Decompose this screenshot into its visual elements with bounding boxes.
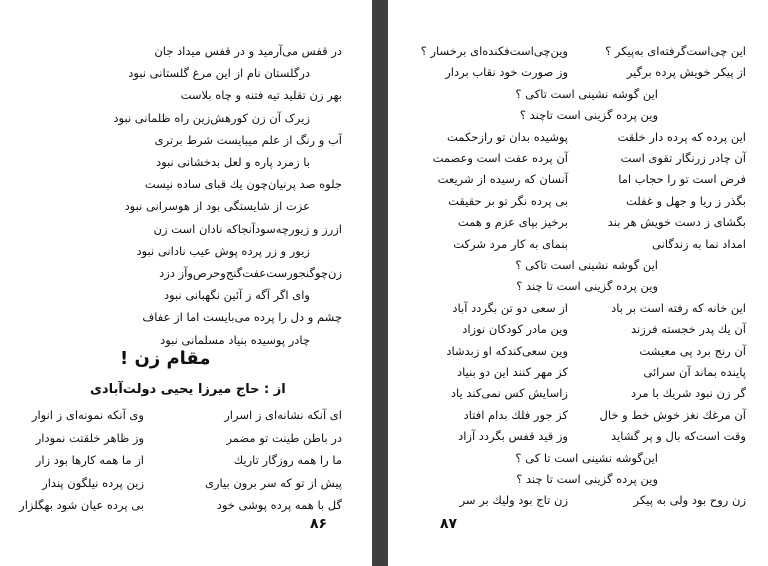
poem-line: زن‌چوگنجورست‌عفت‌گنج‌وحرص‌وآز دزد (159, 266, 342, 280)
poem-author: از : حاج میرزا یحیی دولت‌آبادی (90, 382, 286, 397)
couplet-second-hemistich: زین پرده نیلگون پندار (42, 475, 144, 490)
couplet-second-hemistich: بنمای به کار مرد شرکت (453, 236, 568, 251)
couplet-second-hemistich: آن پرده عفت است وعصمت (432, 151, 568, 165)
couplet-second-hemistich: وین مادر کودکان نوزاد (462, 322, 568, 337)
couplet-first-hemistich: بگذر ز ریا و جهل و غفلت (625, 193, 746, 208)
couplet-first-hemistich: گل با همه پرده پوشی خود (216, 498, 342, 512)
couplet-first-hemistich: آن رنج برد پی معیشت (639, 343, 746, 358)
couplet-first-hemistich: ما را همه روزگار تاریك (233, 453, 342, 467)
poem-line: عزت از شایستگی بود از هوسرانی نبود (124, 199, 310, 214)
couplet-second-hemistich: وین‌چی‌است‌فکنده‌ای برخسار ؟ (420, 44, 568, 58)
book-gutter (372, 0, 388, 566)
couplet-second-hemistich: زن تاج بود ولیك بر سر (459, 493, 568, 508)
couplet-first-hemistich: گر زن نبود شریك با مرد (630, 386, 746, 401)
couplet-first-hemistich: پیش از تو که سر برون بیاری (204, 475, 342, 490)
couplet-second-hemistich: کز مهر کنند این دو بنیاد (457, 365, 568, 379)
couplet-second-hemistich: بی پرده نگر تو بر حقیقت (448, 193, 568, 208)
couplet-first-hemistich: بگشای ز دست خویش هر بند (607, 215, 746, 230)
couplet-first-hemistich: فرض است تو را حجاب اما (618, 172, 746, 187)
left-page (0, 0, 372, 566)
couplet-second-hemistich: از ما همه کارها بود زار (35, 453, 144, 467)
couplet-first-hemistich: آن چادر زرنگار تقوی است (620, 151, 746, 165)
couplet-first-hemistich: این خانه که رفته است بر باد (611, 300, 746, 315)
couplet-first-hemistich: در باطن طینت تو مضمر (226, 430, 342, 445)
poem-line: چشم و دل را پرده می‌بایست اما از عفاف (142, 310, 342, 325)
couplet-first-hemistich: این چی‌است‌گرفته‌ای به‌پیکر ؟ (605, 44, 746, 58)
couplet-first-hemistich: آن یك پدر خجسته فرزند (630, 322, 746, 337)
refrain-line: وین پرده گزینی است تاچند ؟ (519, 108, 658, 123)
page-number-left: ۸۶ (310, 516, 328, 532)
refrain-line: این گوشه نشینی است تاکی ؟ (515, 86, 658, 101)
poem-line: با زمرد پاره و لعل بدخشانی نبود (155, 155, 310, 169)
refrain-line: این گوشه نشینی است تاکی ؟ (515, 258, 658, 272)
couplet-second-hemistich: از سعی دو تن بگردد آباد (452, 300, 568, 315)
couplet-second-hemistich: وز ظاهر خلقتت نمودار (35, 430, 144, 445)
couplet-first-hemistich: امداد نما به زندگانی (652, 236, 746, 251)
right-page (388, 0, 768, 566)
couplet-second-hemistich: وین سعی‌کندکه او زبدشاد (446, 343, 568, 358)
poem-line: چادر پوسیده بنیاد مسلمانی نبود (160, 332, 310, 347)
couplet-second-hemistich: زاسایش کس نمی‌کند یاد (450, 386, 568, 401)
couplet-second-hemistich: برخیز بپای عزم و همت (457, 215, 568, 230)
couplet-first-hemistich: پاینده بماند آن سرائی (643, 365, 746, 379)
refrain-line: وین پرده گزینی است تا چند ؟ (516, 279, 658, 294)
page-number-right: ۸۷ (440, 516, 458, 532)
couplet-first-hemistich: زن روح بود ولی به پیکر (633, 493, 746, 508)
couplet-first-hemistich: این پرده که پرده دار خلقت (617, 129, 746, 144)
poem-line: زیرک آن زن کورهش‌زین راه ظلمانی نبود (113, 110, 310, 125)
poem-line: زیور و زر پرده پوش عیب نادانی نبود (136, 243, 310, 258)
couplet-first-hemistich: ای آنکه نشانه‌ای ز اسرار (224, 408, 342, 422)
couplet-second-hemistich: کز جور فلك بدام افتاد (463, 407, 568, 422)
poem-line: جلوه صد پرنیان‌چون یك قبای ساده نیست (144, 177, 342, 192)
poem-line: آب و رنگ از علم میبایست شرط برتری (154, 132, 342, 147)
couplet-second-hemistich: پوشیده بدان تو رازحکمت (447, 129, 568, 144)
couplet-second-hemistich: وز قید قفس بگردد آزاد (458, 429, 568, 444)
poem-title: مقام زن ! (120, 348, 211, 369)
couplet-first-hemistich: آن مرغك نغز خوش خط و خال (599, 407, 746, 422)
couplet-second-hemistich: بی پرده عیان شود بهگلزار (19, 498, 144, 512)
poem-line: بهر زن تقلید تیه فتنه و چاه بلاست (180, 88, 342, 103)
poem-line: وای اگر آگه ز آئین نگهبانی نبود (163, 288, 310, 303)
couplet-first-hemistich: از پیکر خویش پرده برگیر (626, 65, 746, 80)
couplet-second-hemistich: آنسان که رسیده از شریعت (437, 172, 568, 187)
couplet-second-hemistich: وی آنکه نمونه‌ای ز انوار (31, 408, 144, 422)
poem-line: در قفس می‌آرمید و در قفس میداد جان (154, 44, 342, 58)
couplet-first-hemistich: وقت است‌که بال و پر گشاید (610, 429, 746, 444)
poem-line: درگلستان نام از این مرغ گلستانی نبود (128, 66, 310, 81)
refrain-line: این‌گوشه نشینی است تا کی ؟ (515, 450, 658, 465)
poem-line: ازرز و زیورچه‌سودآنجاکه نادان است زن (153, 221, 342, 236)
refrain-line: وین پرده گزینی است تا چند ؟ (516, 472, 658, 486)
couplet-second-hemistich: وز صورت خود نقاب بردار (445, 65, 568, 80)
